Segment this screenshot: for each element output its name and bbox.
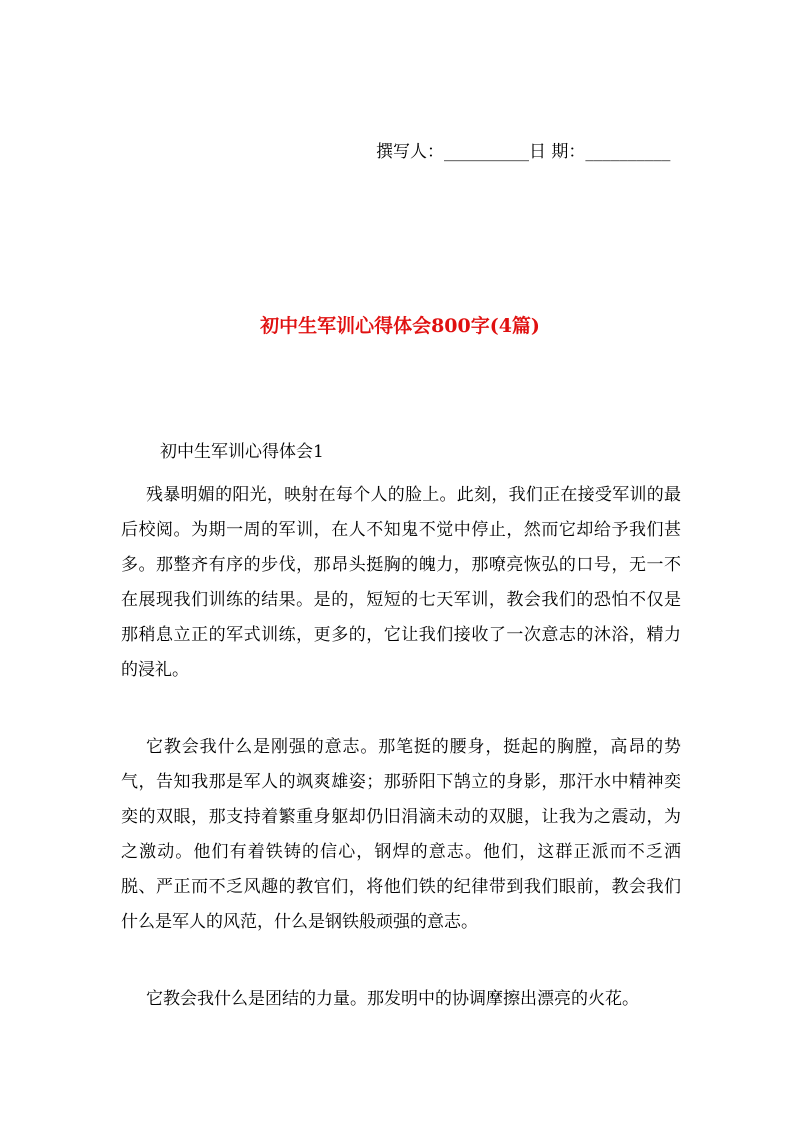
paragraph: 残暴明媚的阳光，映射在每个人的脸上。此刻，我们正在接受军训的最后校阅。为期一周的军训，在人不知鬼不觉中停止，然而它却给予我们甚多。那整齐有序的步伐，那昂头挺胸的魄力，那嘹亮恢弘的口号，无一不在展现我们训练的结果。是的，短短的七天军训，教会我们的恐怕不仅是那稍息立正的军式训练，更多的，它让我们接收了一次意志的沐浴，精力的浸礼。	[121, 485, 681, 680]
section-title: 初中生军训心得体会1	[160, 442, 324, 462]
document-title: 初中生军训心得体会800字(4篇)	[260, 315, 540, 337]
author-label: 撰写人：	[376, 142, 444, 162]
date-blank: __________	[585, 142, 671, 162]
author-blank: __________	[444, 142, 529, 162]
author-date-line	[376, 141, 696, 163]
paragraph: 它教会我什么是团结的力量。那发明中的协调摩擦出漂亮的火花。	[146, 989, 639, 1009]
paragraph: 它教会我什么是刚强的意志。那笔挺的腰身，挺起的胸膛，高昂的势气，告知我那是军人的飒爽雄姿；那骄阳下鹄立的身影，那汗水中精神奕奕的双眼，那支持着繁重身躯却仍旧涓滴未动的双腿，让我为之震动，为之激动。他们有着铁铸的信心，钢焊的意志。他们，这群正派而不乏洒脱、严正而不乏风趣的教官们，将他们铁的纪律带到我们眼前，教会我们什么是军人的风范，什么是钢铁般顽强的意志。	[121, 737, 681, 932]
date-label: 日 期：	[529, 142, 586, 162]
